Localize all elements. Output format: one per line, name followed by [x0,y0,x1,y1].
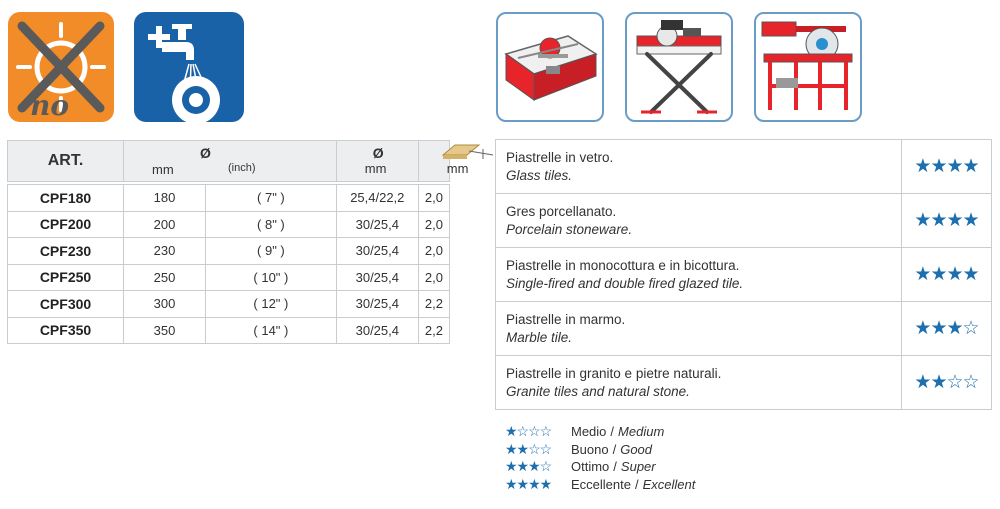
material-row [496,302,992,356]
thickness-cell: 2,0 [418,264,449,291]
diameter-unit-inch: (inch) [228,162,256,174]
art-cell: CPF250 [8,264,124,291]
material-row [496,140,992,194]
material-rating-stars: ★★☆☆ [902,356,992,410]
legend-item [505,476,695,494]
material-name-cell [496,140,902,194]
art-cell: CPF350 [8,317,124,344]
material-row [496,194,992,248]
legend-separator: / [610,424,615,439]
art-column-header: ART. [8,141,124,182]
material-name-it: Gres porcellanato. [506,203,617,219]
table-row [8,238,450,265]
bore-cell: 30/25,4 [336,291,418,318]
blade-thickness-icon [439,143,495,161]
material-name-it: Piastrelle in vetro. [506,149,614,165]
diameter-inch-cell: ( 12" ) [206,291,337,318]
material-name-cell [496,302,902,356]
legend-label-it: Eccellente [571,476,631,492]
legend-label-it: Ottimo [571,459,610,474]
thickness-cell: 2,2 [418,317,449,344]
table-saw-machine-icon [496,12,604,122]
legend-label-en: Super [620,459,656,474]
material-name-en: Porcelain stoneware. [506,221,633,237]
diameter-unit-mm: mm [152,162,174,177]
diameter-inch-cell: ( 8" ) [206,211,337,238]
bridge-saw-machine-icon [754,12,862,122]
thickness-cell: 2,0 [418,185,449,212]
material-name-cell [496,248,902,302]
table-row [8,185,450,212]
thickness-cell: 2,0 [418,238,449,265]
table-row [8,291,450,318]
material-rating-stars: ★★★☆ [902,302,992,356]
legend-stars: ★★☆☆ [505,440,552,457]
material-rating-stars: ★★★★ [902,248,992,302]
legend-label-it: Medio [571,424,607,439]
art-cell: CPF200 [8,211,124,238]
material-name-it: Piastrelle in monocottura e in bicottura. [506,257,740,273]
material-rating-stars: ★★★★ [902,140,992,194]
rating-legend [505,423,695,493]
diameter-mm-cell: 300 [124,291,206,318]
diameter-inch-cell: ( 7" ) [206,185,337,212]
thickness-cell: 2,2 [418,291,449,318]
legend-label-en: Medium [618,424,665,439]
bore-cell: 30/25,4 [336,238,418,265]
diameter-mm-cell: 180 [124,185,206,212]
legend-separator: / [634,476,639,492]
bore-cell: 30/25,4 [336,211,418,238]
legend-separator: / [613,459,617,474]
legend-separator: / [612,441,617,457]
material-row [496,356,992,410]
material-name-en: Single-fired and double fired glazed tile. [506,275,744,291]
table-row [8,264,450,291]
bore-unit: mm [364,161,387,176]
no-sun-exposure-icon [8,12,114,122]
material-rating-stars: ★★★★ [902,194,992,248]
thickness-cell: 2,0 [418,211,449,238]
diameter-symbol: Ø [200,145,211,161]
material-name-it: Piastrelle in marmo. [506,311,626,327]
no-label: no [30,89,70,122]
art-cell: CPF180 [8,185,124,212]
legend-label-en: Good [620,441,653,457]
materials-suitability-table [495,139,992,410]
bore-cell: 30/25,4 [336,264,418,291]
table-row [8,317,450,344]
material-name-en: Marble tile. [506,329,573,345]
bore-column-header [336,141,418,182]
legend-label-en: Excellent [642,476,696,492]
bore-symbol: Ø [372,145,384,161]
diameter-inch-cell: ( 10" ) [206,264,337,291]
legend-stars: ★☆☆☆ [505,423,552,439]
diameter-mm-cell: 350 [124,317,206,344]
bore-cell: 30/25,4 [336,317,418,344]
material-name-cell [496,194,902,248]
thickness-column-header [418,141,469,182]
diameter-mm-cell: 250 [124,264,206,291]
legend-stars: ★★★★ [505,475,552,492]
material-name-en: Glass tiles. [506,167,573,183]
bore-cell: 25,4/22,2 [336,185,418,212]
thickness-unit: mm [446,161,469,176]
art-cell: CPF300 [8,291,124,318]
diameter-inch-cell: ( 14" ) [206,317,337,344]
diameter-mm-cell: 230 [124,238,206,265]
water-cooling-icon [134,12,244,122]
legend-stars: ★★★☆ [505,458,552,474]
legend-item [505,423,695,441]
table-row [8,211,450,238]
tile-cutter-stand-machine-icon [625,12,733,122]
legend-item [505,441,695,459]
material-name-it: Piastrelle in granito e pietre naturali. [506,365,722,381]
diameter-mm-cell: 200 [124,211,206,238]
blade-specification-table [7,140,469,344]
art-cell: CPF230 [8,238,124,265]
material-name-cell [496,356,902,410]
material-row [496,248,992,302]
diameter-column-header [124,141,337,182]
diameter-inch-cell: ( 9" ) [206,238,337,265]
material-name-en: Granite tiles and natural stone. [506,383,690,399]
legend-label-it: Buono [571,441,609,457]
table-header-row [8,141,450,182]
legend-item [505,458,695,476]
